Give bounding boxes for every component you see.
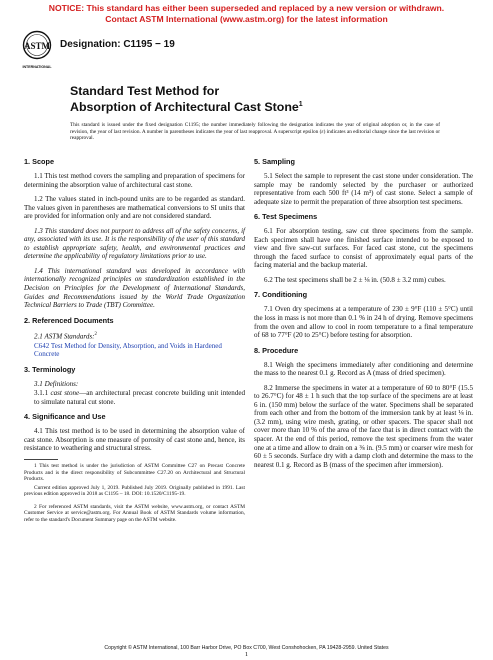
para-8-1: 8.1 Weigh the specimens immediately after conditioning and determine the mass to the nearest 0.1 g. Record as A (mass of dried specimen). [254, 360, 473, 378]
para-8-2: 8.2 Immerse the specimens in water at a temperature of 60 to 80°F (15.5 to 26.7°C) for 48 ± 1 h such that the top surface of the specimens are at least 6 in. (150 mm) below the surface of the water. Specimens shall be separated from each other and from the bottom of the immersion tank by at least ⅛ in. (3.2 mm), using wire mesh, grating, or other spacers. The spacer shall not cover more than 10 % of the area of the face that is in direct contact with the spacer. At the end of this period, remove the test specimens from the water one at a time and allow to drain on a ⅜ in. (9.5 mm) or coarser wire mesh for 60 ± 5 seconds. Surface dry with a damp cloth and determine the mass to the nearest 0.1 g. Record as B (mass of the specimen after immersion). [254, 383, 473, 469]
section-heading-sampling: 5. Sampling [254, 157, 295, 166]
title-line-1: Standard Test Method for [70, 84, 220, 98]
svg-text:INTERNATIONAL: INTERNATIONAL [22, 65, 52, 69]
title-line-2: Absorption of Architectural Cast Stone$^1$ [70, 100, 303, 115]
astm-logo [22, 30, 52, 72]
para-4-1: 4.1 This test method is to be used in determining the absorption value of cast stone. Absorption is one measure of porosity of cast stone and, hence, its resistance to weathering and structural stress. [24, 427, 245, 453]
notice-line-1: NOTICE: This standard has either been superseded and replaced by a new version or withdrawn. [48, 3, 445, 13]
section-heading-procedure: 8. Procedure [254, 345, 299, 355]
para-1-3: 1.3 This standard does not purport to address all of the safety concerns, if any, associated with its use. It is the responsibility of the user of this standard to establish appropriate safety, health, and environmental practices and determine the applicability of regulatory limitations prior to use. [24, 226, 245, 261]
para-1-4: 1.4 This international standard was developed in accordance with internationally recognized principles on standardization established in the Decision on Principles for the Development of International Standards, Guides and Recommendations issued by the World Trade Organization Technical Barriers to Trade (TBT) Committee. [24, 266, 245, 310]
section-heading-terminology: 3. Terminology [24, 364, 76, 374]
reference-title[interactable]: Test Method for Density, Absorption, and Voids in Hardened Concrete [34, 341, 222, 359]
definitions-label: 3.1 Definitions: [34, 379, 79, 388]
reference-c642[interactable] [24, 342, 245, 359]
para-6-1: 6.1 For absorption testing, saw cut three specimens from the sample. Each specimen shall have one finished surface intended to be exposed to view and five saw-cut surfaces. For faced cast stone, cut the specimens through the faced surface to consist of approximately equal parts of the facing material and the backup material. [254, 227, 473, 270]
notice-line-2: Contact ASTM International (www.astm.org) for the latest information [105, 14, 388, 24]
copyright-footer: Copyright © ASTM International, 100 Barr Harbor Drive, PO Box C700, West Conshohocken, PA 19428-2959. United States [104, 645, 389, 651]
designation: Designation: C1195 − 19 [60, 39, 175, 50]
section-heading-conditioning: 7. Conditioning [254, 290, 308, 300]
para-5-1: 5.1 Select the sample to represent the cast stone under consideration. The sample may be randomly selected by the purchaser or authorized representative from each 500 ft³ (14 m³) of cast stone. Select a sample of adequate size to permit the preparation of three absorption test specimens. [254, 172, 473, 206]
footnote-1-edition: Current edition approved July 1, 2019. Published July 2019. Originally published in 1991. Last previous edition approved in 2018 as C1195 – 18. DOI: 10.1520/C1195-19. [24, 484, 245, 498]
withdrawal-notice [0, 3, 493, 25]
section-heading-test-specimens: 6. Test Specimens [254, 212, 318, 222]
section-heading-significance: 4. Significance and Use [24, 412, 106, 422]
para-6-2: 6.2 The test specimens shall be 2 ± ⅛ in. (50.8 ± 3.2 mm) cubes. [264, 275, 446, 284]
para-7-1: 7.1 Oven dry specimens at a temperature of 230 ± 9°F (110 ± 5°C) until the loss in mass is not more than 0.1 % in 24 h of drying. Remove specimens from the oven and allow to cool in room temperature to a final temperature of 68 to 77°F (20 to 25°C) before testing for absorption. [254, 305, 473, 340]
definition-cast-stone: 3.1.1 cast stone—an architectural precast concrete building unit intended to simulate natural cut stone. [34, 389, 245, 406]
right-column [254, 157, 473, 475]
page-number: 1 [244, 651, 249, 658]
para-1-2: 1.2 The values stated in inch-pound units are to be regarded as standard. The values given in parentheses are mathematical conversions to SI units that are provided for information only and are not considered standard. [24, 195, 245, 221]
footnote-divider [24, 459, 58, 460]
footnote-2: 2 For referenced ASTM standards, visit the ASTM website, www.astm.org, or contact ASTM Customer Service at service@astm.org. For Annual Book of ASTM Standards volume information, refer to the standard's Document Summary page on the ASTM website. [24, 503, 245, 524]
section-heading-scope: 1. Scope [24, 157, 55, 166]
document-title [70, 84, 303, 114]
reference-code[interactable]: C642 [34, 341, 50, 350]
section-heading-referenced-documents: 2. Referenced Documents [24, 315, 114, 325]
footnote-1: 1 This test method is under the jurisdiction of ASTM Committee C27 on Precast Concrete Products and is the direct responsibility of Subcommittee C27.20 on Architectural and Structural Products. [24, 462, 245, 483]
svg-text:ASTM: ASTM [23, 41, 51, 51]
left-column [24, 157, 245, 530]
para-1-1: 1.1 This test method covers the sampling and preparation of specimens for determining the absorption value of architectural cast stone. [24, 172, 245, 189]
issuance-note: This standard is issued under the fixed designation C1195; the number immediately following the designation indicates the year of original adoption or, in the case of revision, the year of last revision. A number in parentheses indicates the year of last reapproval. A superscript epsilon (ε) indicates an editorial change since the last revision or reapproval. [70, 122, 440, 142]
astm-standards-label: 2.1 ASTM Standards:$^2$ [34, 331, 97, 340]
